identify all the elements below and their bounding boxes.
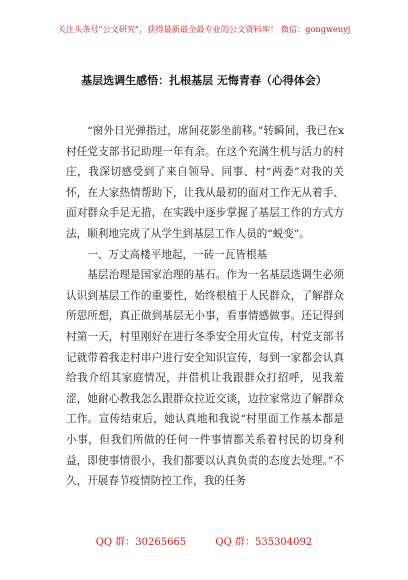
body-paragraph: 基层治理是国家治理的基石。作为一名基层选调生必须认识到基层工作的重要性，始终根植于人民群众，了解群众所思所想，真正做到基层无小事，看事情感做事。还记得到村第一天，村里刚好在进行冬季安全用火宣传，村党支部书记就带着我走村串户进行安全知识宣传，每到一家都会认真给我介绍其家庭情况，并借机让我跟群众打招呼，见我羞涩，她耐心教我怎么跟群众拉近交谈，边拉家常边了解群众工作。宣传结束后，她认真地和我说“村里面工作基本都是小事，但我们所做的任何一件事情都关系着村民的切身利益，即使事情很小，我们都要以认真负责的态度去处理。”不久，开展春节疫情防控工作，我的任务 <box>66 269 344 488</box>
section-heading: 一、万丈高楼平地起，一砖一瓦皆根基 <box>87 248 268 261</box>
header-promo-note: 关注头条号"公文研究"，获得最新最全最专业的公文资料库！ 微信：gongwenyj <box>57 24 351 34</box>
footer-qq-group-1: QQ 群：30265665 <box>95 537 187 548</box>
footer-contact <box>0 533 408 548</box>
document-title: 基层选调生感悟：扎根基层 无悔青春（心得体会） <box>81 74 327 87</box>
body-paragraph: “窗外日光弹指过，席间花影坐前移。”转瞬间，我已在x村任党支部书记助理一年有余。在这个充满生机与活力的村庄，我深切感受到了来自领导、同事、村“两委”对我的关怀，在大家热情帮助下，让我从最初的面对工作无从着手、面对群众手足无措，在实践中逐步掌握了基层工作的方式方法，顺利地完成了从学生到基层工作人员的“蜕变”。 <box>66 125 344 240</box>
footer-qq-group-2: QQ 群：535304092 <box>215 537 313 548</box>
document-body <box>66 121 344 492</box>
